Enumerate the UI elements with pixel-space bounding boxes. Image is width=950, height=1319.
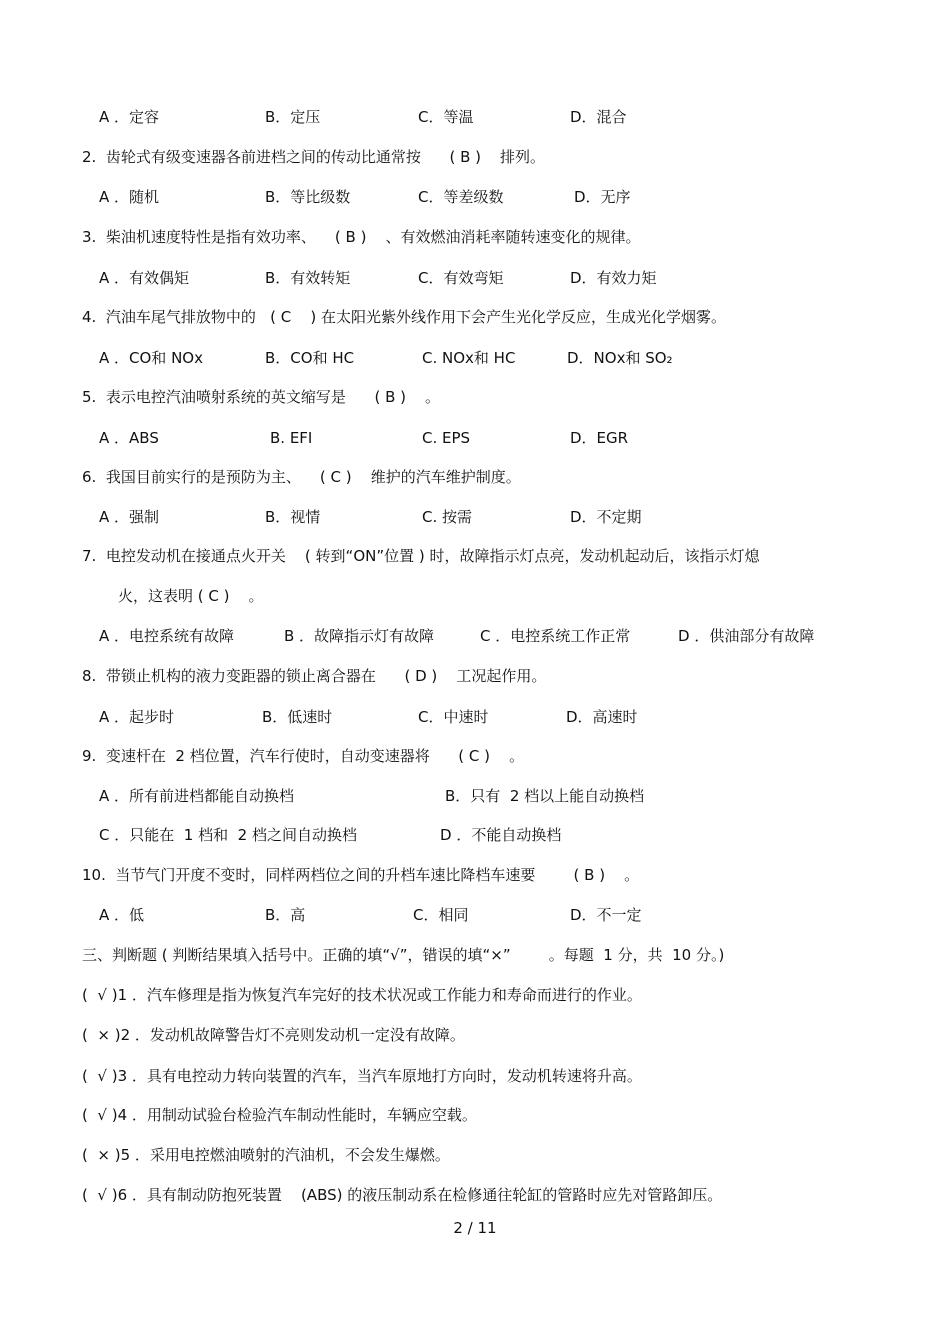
- q6-option-a: A ．强制: [99, 508, 160, 526]
- q7-stem-continued: 火，这表明 ( C ) 。: [118, 587, 264, 605]
- judgment-item: ( × )2 ．发动机故障警告灯不亮则发动机一定没有故障。: [82, 1026, 465, 1044]
- judgment-item: ( √ )3 ．具有电控动力转向装置的汽车，当汽车原地打方向时，发动机转速将升高。: [82, 1067, 642, 1085]
- section-title: 三、判断题 ( 判断结果填入括号中。正确的填“√”，错误的填“×” 。每题 1 分，共 10 分。): [82, 946, 725, 964]
- q9-option-a: A ．所有前进档都能自动换档: [99, 787, 295, 805]
- q8-stem: 8. 带锁止机构的液力变距器的锁止离合器在 ( D ) 工况起作用。: [82, 667, 547, 685]
- q8-option-b: B．低速时: [262, 708, 333, 726]
- page-number: 2 / 11: [453, 1219, 497, 1237]
- q4-option-d: D．NOx和 SO₂: [567, 349, 673, 367]
- judgment-item: ( √ )6 ．具有制动防抱死装置 (ABS) 的液压制动系在检修通往轮缸的管路时应先对管路卸压。: [82, 1186, 723, 1204]
- q6-option-d: D．不定期: [570, 508, 642, 526]
- judgment-item: ( √ )1 ．汽车修理是指为恢复汽车完好的技术状况或工作能力和寿命而进行的作业。: [82, 986, 642, 1004]
- q4-stem: 4. 汽油车尾气排放物中的 ( C ) 在太阳光紫外线作用下会产生光化学反应，生成光化学烟雾。: [82, 308, 726, 326]
- q8-option-d: D．高速时: [566, 708, 638, 726]
- q10-option-c: C．相同: [413, 906, 469, 924]
- q10-option-d: D．不一定: [570, 906, 642, 924]
- q5-stem: 5. 表示电控汽油喷射系统的英文缩写是 ( B ) 。: [82, 388, 441, 406]
- q2-option-b: B．等比级数: [265, 188, 351, 206]
- q3-option-c: C．有效弯矩: [418, 269, 504, 287]
- q9-stem: 9. 变速杆在 2 档位置，汽车行使时，自动变速器将 ( C ) 。: [82, 747, 525, 765]
- q4-option-c: C. NOx和 HC: [422, 349, 516, 367]
- q2-stem: 2. 齿轮式有级变速器各前进档之间的传动比通常按 ( B ) 排列。: [82, 148, 546, 166]
- q5-option-a: A ．ABS: [99, 429, 159, 447]
- q4-option-a: A ．CO和 NOx: [99, 349, 203, 367]
- q7-option-c: C ．电控系统工作正常: [480, 627, 631, 645]
- q6-option-b: B．视情: [265, 508, 321, 526]
- q7-stem: 7. 电控发动机在接通点火开关 ( 转到“ON”位置 ) 时，故障指示灯点亮，发动机起动后，该指示灯熄: [82, 547, 760, 565]
- q5-option-b: B. EFI: [270, 429, 313, 447]
- q1-option-b: B．定压: [265, 108, 321, 126]
- q9-option-b: B．只有 2 档以上能自动换档: [445, 787, 645, 805]
- q7-option-a: A ．电控系统有故障: [99, 627, 235, 645]
- q3-option-b: B．有效转矩: [265, 269, 351, 287]
- q4-option-b: B．CO和 HC: [265, 349, 355, 367]
- q8-option-c: C．中速时: [418, 708, 489, 726]
- q2-option-c: C．等差级数: [418, 188, 504, 206]
- q1-option-a: A ．定容: [99, 108, 160, 126]
- q3-stem: 3. 柴油机速度特性是指有效功率、 ( B ) 、有效燃油消耗率随转速变化的规律。: [82, 228, 641, 246]
- q7-option-b: B ．故障指示灯有故障: [284, 627, 435, 645]
- q7-option-d: D ．供油部分有故障: [678, 627, 815, 645]
- q2-option-d: D．无序: [574, 188, 631, 206]
- q8-option-a: A ．起步时: [99, 708, 175, 726]
- q5-option-c: C. EPS: [422, 429, 471, 447]
- judgment-item: ( √ )4 ．用制动试验台检验汽车制动性能时，车辆应空载。: [82, 1106, 477, 1124]
- q10-stem: 10. 当节气门开度不变时，同样两档位之间的升档车速比降档车速要 ( B ) 。: [82, 866, 640, 884]
- q1-option-d: D．混合: [570, 108, 627, 126]
- q5-option-d: D．EGR: [570, 429, 629, 447]
- q3-option-a: A ．有效偶矩: [99, 269, 190, 287]
- q10-option-a: A ．低: [99, 906, 145, 924]
- q6-option-c: C. 按需: [422, 508, 473, 526]
- q9-option-c: C ．只能在 1 档和 2 档之间自动换档: [99, 826, 357, 844]
- q3-option-d: D．有效力矩: [570, 269, 657, 287]
- q10-option-b: B．高: [265, 906, 306, 924]
- q6-stem: 6. 我国目前实行的是预防为主、 ( C ) 维护的汽车维护制度。: [82, 468, 521, 486]
- q1-option-c: C．等温: [418, 108, 474, 126]
- judgment-item: ( × )5 ．采用电控燃油喷射的汽油机，不会发生爆燃。: [82, 1146, 450, 1164]
- q9-option-d: D ．不能自动换档: [440, 826, 562, 844]
- q2-option-a: A ．随机: [99, 188, 160, 206]
